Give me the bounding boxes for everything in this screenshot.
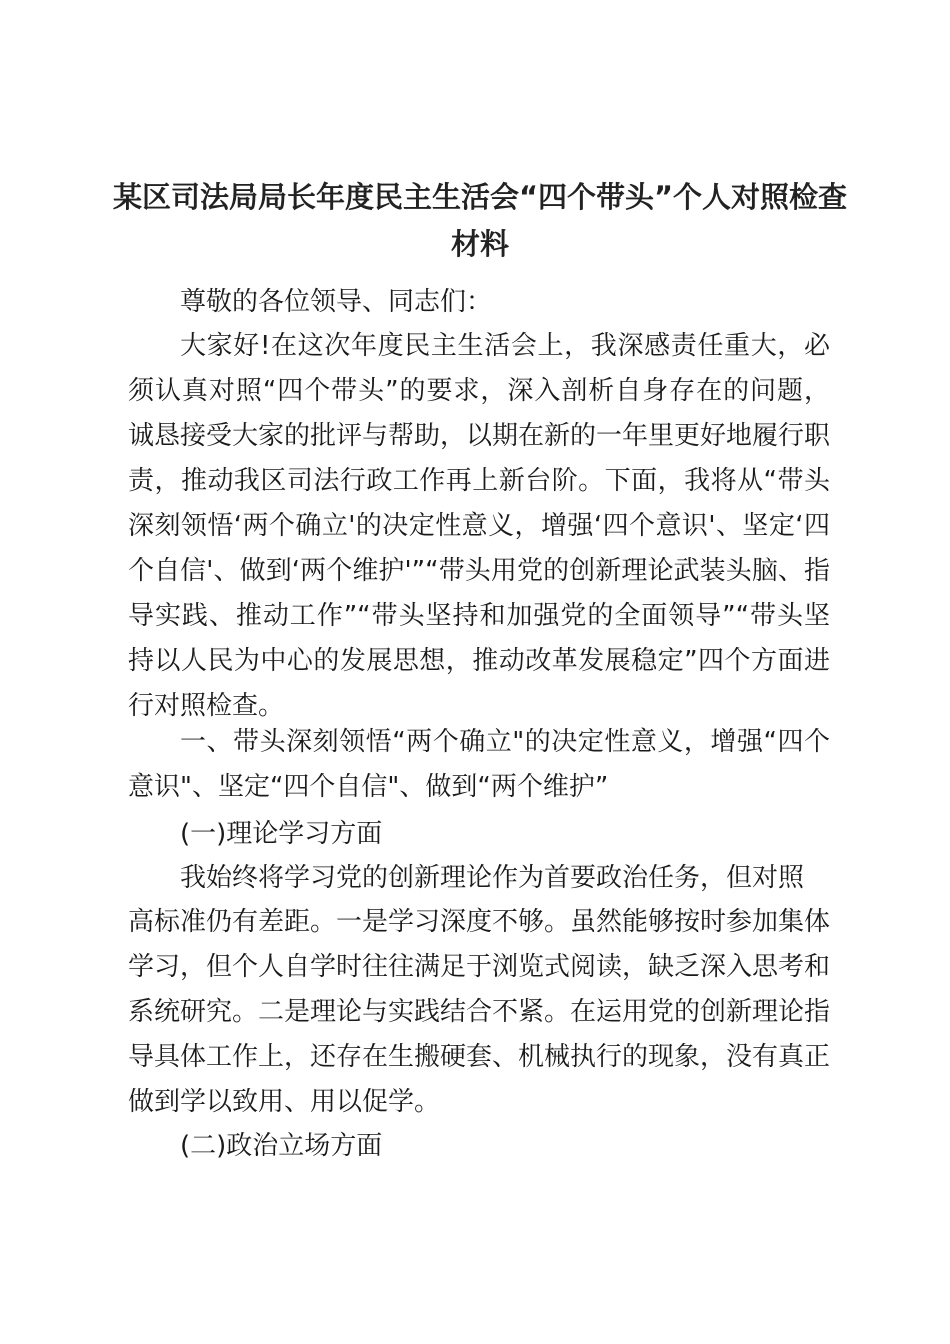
intro-paragraph: 大家好!在这次年度民主生活会上，我深感责任重大，必须认真对照“四个带头”的要求，深入剖析自身存在的问题，诚恳接受大家的批评与帮助，以期在新的一年里更好地履行职责，推动我区司法行政工作再上新台阶。下面，我将从“带头深刻领悟‘两个确立'的决定性意义，增强‘四个意识'、坚定‘四个自信'、做到‘两个维护'”“带头用党的创新理论武装头脑、指导实践、推动工作”“带头坚持和加强党的全面领导”“带头坚持以人民为中心的发展思想，推动改革发展稳定”四个方面进行对照检查。 xyxy=(128,331,831,721)
subsection-heading-1: (一)理论学习方面 xyxy=(180,819,383,849)
greeting-paragraph: 尊敬的各位领导、同志们： xyxy=(180,287,493,317)
section-heading-1: 一、带头深刻领悟“两个确立"的决定性意义，增强“四个意识"、坚定“四个自信"、做到“两个维护” xyxy=(128,727,830,802)
subsection-heading-2: (二)政治立场方面 xyxy=(180,1131,383,1161)
document-title: 某区司法局局长年度民主生活会“四个带头”个人对照检查材料 xyxy=(112,180,848,261)
theory-study-paragraph: 高标准仍有差距。一是学习深度不够。虽然能够按时参加集体学习，但个人自学时往往满足于浏览式阅读，缺乏深入思考和系统研究。二是理论与实践结合不紧。在运用党的创新理论指导具体工作上，还存在生搬硬套、机械执行的现象，没有真正做到学以致用、用以促学。 xyxy=(128,907,831,1117)
theory-study-paragraph-first-line: 我始终将学习党的创新理论作为首要政治任务，但对照 xyxy=(180,863,805,893)
